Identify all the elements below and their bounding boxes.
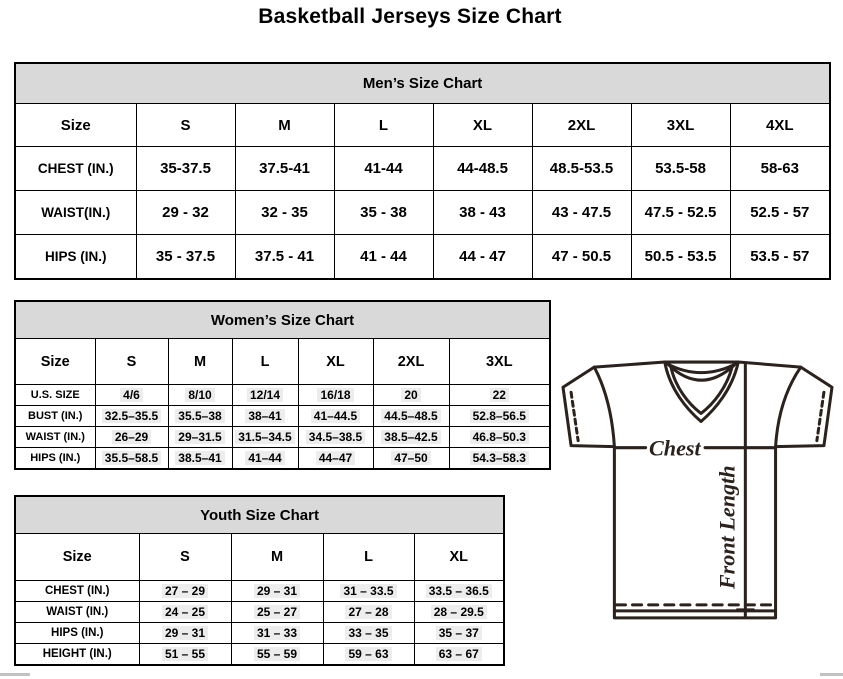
youth-value-cell: 31 – 33.5 [323, 581, 414, 602]
mens-value-cell: 38 - 43 [433, 191, 532, 235]
youth-column-header: M [231, 534, 323, 581]
youth-value-cell: 24 – 25 [139, 602, 231, 623]
womens-value-cell: 29–31.5 [168, 427, 232, 448]
scrollbar-fragment-left [0, 673, 30, 676]
youth-value-cell: 55 – 59 [231, 644, 323, 666]
youth-value-cell: 63 – 67 [414, 644, 504, 666]
mens-value-cell: 53.5-58 [631, 147, 730, 191]
womens-column-header: 3XL [449, 339, 550, 385]
womens-value-cell: 52.8–56.5 [449, 406, 550, 427]
front-length-label: Front Length [714, 465, 740, 590]
mens-value-cell: 37.5 - 41 [235, 235, 334, 280]
womens-value-cell: 38.5–41 [168, 448, 232, 470]
womens-value-cell: 34.5–38.5 [298, 427, 373, 448]
youth-row-label: CHEST (IN.) [15, 581, 139, 602]
mens-value-cell: 47 - 50.5 [532, 235, 631, 280]
womens-value-cell: 4/6 [95, 385, 168, 406]
youth-row-label: WAIST (IN.) [15, 602, 139, 623]
womens-value-cell: 54.3–58.3 [449, 448, 550, 470]
mens-value-cell: 47.5 - 52.5 [631, 191, 730, 235]
youth-size-table [14, 495, 505, 666]
mens-value-cell: 44-48.5 [433, 147, 532, 191]
youth-column-header: Size [15, 534, 139, 581]
mens-column-header: 2XL [532, 104, 631, 147]
youth-value-cell: 59 – 63 [323, 644, 414, 666]
mens-column-header: 4XL [730, 104, 830, 147]
youth-value-cell: 27 – 28 [323, 602, 414, 623]
mens-column-header: Size [15, 104, 136, 147]
womens-column-header: L [232, 339, 298, 385]
mens-row-label: HIPS (IN.) [15, 235, 136, 280]
mens-value-cell: 35-37.5 [136, 147, 235, 191]
womens-value-cell: 44–47 [298, 448, 373, 470]
womens-value-cell: 26–29 [95, 427, 168, 448]
youth-column-header: L [323, 534, 414, 581]
womens-table-title: Women’s Size Chart [15, 301, 550, 339]
womens-value-cell: 32.5–35.5 [95, 406, 168, 427]
jersey-diagram [561, 359, 835, 625]
mens-value-cell: 50.5 - 53.5 [631, 235, 730, 280]
youth-value-cell: 33.5 – 36.5 [414, 581, 504, 602]
mens-column-header: S [136, 104, 235, 147]
youth-value-cell: 51 – 55 [139, 644, 231, 666]
womens-value-cell: 38.5–42.5 [373, 427, 449, 448]
youth-value-cell: 35 – 37 [414, 623, 504, 644]
womens-column-header: 2XL [373, 339, 449, 385]
womens-value-cell: 41–44 [232, 448, 298, 470]
womens-value-cell: 47–50 [373, 448, 449, 470]
mens-value-cell: 41-44 [334, 147, 433, 191]
youth-value-cell: 33 – 35 [323, 623, 414, 644]
chest-label: Chest [648, 435, 701, 461]
mens-column-header: XL [433, 104, 532, 147]
page-title: Basketball Jerseys Size Chart [258, 5, 562, 28]
mens-value-cell: 41 - 44 [334, 235, 433, 280]
mens-value-cell: 43 - 47.5 [532, 191, 631, 235]
womens-value-cell: 46.8–50.3 [449, 427, 550, 448]
mens-table-title: Men’s Size Chart [15, 63, 830, 104]
womens-value-cell: 16/18 [298, 385, 373, 406]
youth-value-cell: 27 – 29 [139, 581, 231, 602]
mens-value-cell: 35 - 37.5 [136, 235, 235, 280]
youth-value-cell: 29 – 31 [139, 623, 231, 644]
womens-row-label: WAIST (IN.) [15, 427, 95, 448]
womens-value-cell: 44.5–48.5 [373, 406, 449, 427]
womens-row-label: HIPS (IN.) [15, 448, 95, 470]
mens-row-label: CHEST (IN.) [15, 147, 136, 191]
mens-column-header: L [334, 104, 433, 147]
mens-value-cell: 58-63 [730, 147, 830, 191]
mens-value-cell: 32 - 35 [235, 191, 334, 235]
youth-row-label: HEIGHT (IN.) [15, 644, 139, 666]
youth-table-title: Youth Size Chart [15, 496, 504, 534]
womens-column-header: XL [298, 339, 373, 385]
womens-value-cell: 22 [449, 385, 550, 406]
womens-value-cell: 8/10 [168, 385, 232, 406]
youth-column-header: XL [414, 534, 504, 581]
womens-value-cell: 35.5–58.5 [95, 448, 168, 470]
mens-value-cell: 29 - 32 [136, 191, 235, 235]
youth-value-cell: 28 – 29.5 [414, 602, 504, 623]
womens-column-header: M [168, 339, 232, 385]
womens-value-cell: 12/14 [232, 385, 298, 406]
womens-value-cell: 20 [373, 385, 449, 406]
womens-row-label: U.S. SIZE [15, 385, 95, 406]
mens-value-cell: 37.5-41 [235, 147, 334, 191]
mens-value-cell: 35 - 38 [334, 191, 433, 235]
youth-value-cell: 25 – 27 [231, 602, 323, 623]
mens-value-cell: 48.5-53.5 [532, 147, 631, 191]
mens-size-table [14, 62, 831, 280]
womens-value-cell: 35.5–38 [168, 406, 232, 427]
youth-value-cell: 29 – 31 [231, 581, 323, 602]
womens-value-cell: 31.5–34.5 [232, 427, 298, 448]
womens-value-cell: 38–41 [232, 406, 298, 427]
youth-column-header: S [139, 534, 231, 581]
mens-column-header: 3XL [631, 104, 730, 147]
mens-value-cell: 52.5 - 57 [730, 191, 830, 235]
womens-column-header: Size [15, 339, 95, 385]
mens-row-label: WAIST(IN.) [15, 191, 136, 235]
womens-row-label: BUST (IN.) [15, 406, 95, 427]
mens-value-cell: 44 - 47 [433, 235, 532, 280]
womens-column-header: S [95, 339, 168, 385]
mens-value-cell: 53.5 - 57 [730, 235, 830, 280]
youth-row-label: HIPS (IN.) [15, 623, 139, 644]
jersey-outline-shape [563, 362, 832, 618]
womens-size-table [14, 300, 551, 470]
youth-value-cell: 31 – 33 [231, 623, 323, 644]
scrollbar-fragment-right [820, 673, 843, 676]
womens-value-cell: 41–44.5 [298, 406, 373, 427]
mens-column-header: M [235, 104, 334, 147]
